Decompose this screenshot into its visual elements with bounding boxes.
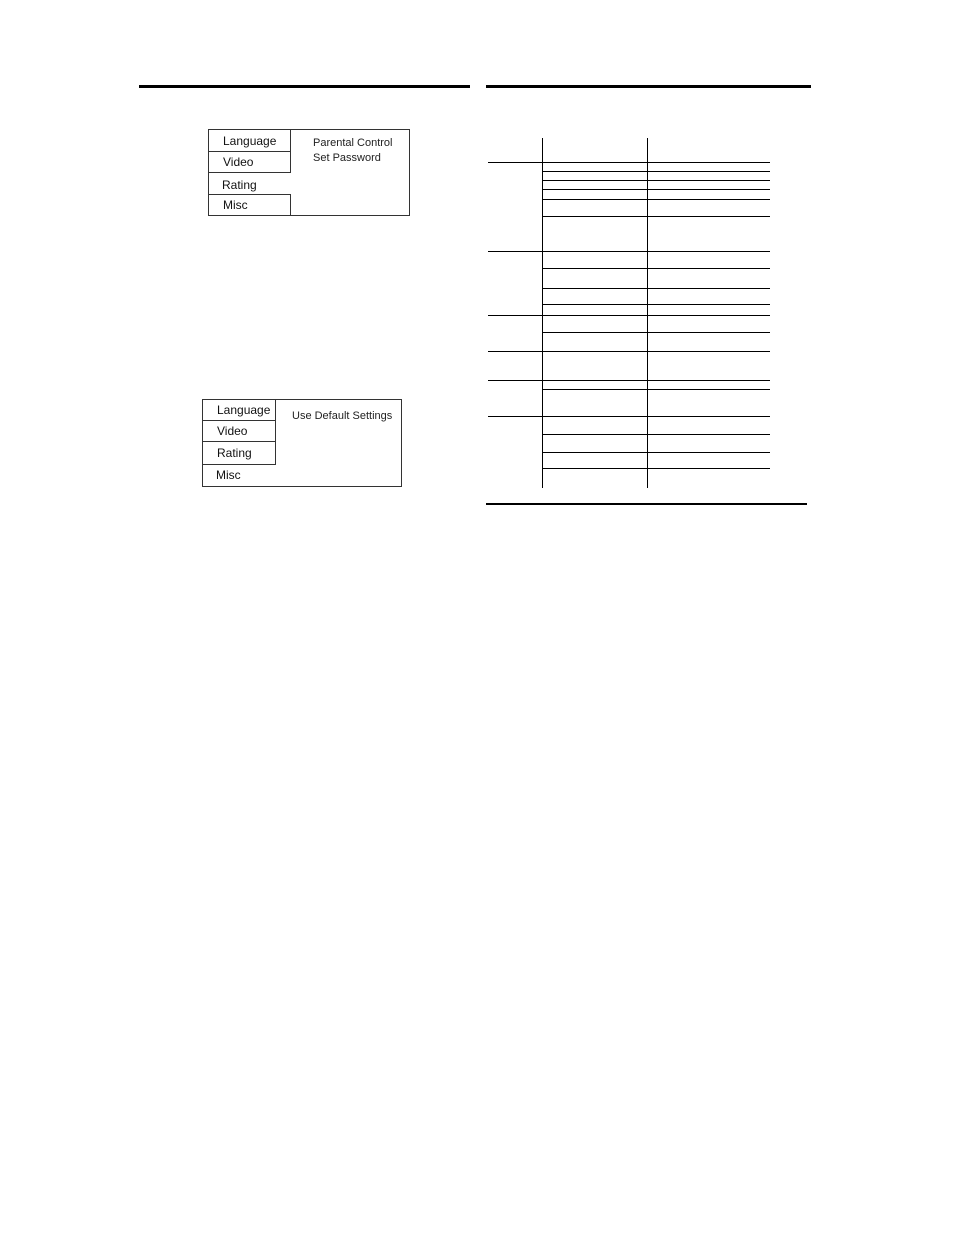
table-row-rule (542, 180, 770, 181)
tab-label: Video (223, 155, 254, 169)
table-row-rule (542, 434, 770, 435)
tab-label: Misc (216, 468, 241, 482)
tab-video[interactable] (208, 151, 291, 173)
tab-misc[interactable] (202, 464, 276, 486)
right-header-rule (486, 85, 811, 88)
right-footer-rule (486, 503, 807, 505)
table-row-rule (542, 288, 770, 289)
setup-menu-misc (202, 399, 402, 487)
left-header-rule (139, 85, 470, 88)
table-row-rule (542, 452, 770, 453)
table-row-rule (542, 216, 770, 217)
option-list (292, 409, 392, 424)
tab-label: Rating (222, 177, 257, 192)
table-row-rule (542, 199, 770, 200)
table-section-rule (488, 351, 770, 352)
table-row-rule (542, 268, 770, 269)
tab-label: Misc (223, 198, 248, 212)
tab-label: Rating (217, 446, 252, 460)
table-section-rule (488, 162, 770, 163)
table-row-rule (542, 389, 770, 390)
tab-label: Language (223, 133, 277, 148)
tab-video[interactable] (202, 420, 276, 442)
table-row-rule (542, 171, 770, 172)
option-list (313, 136, 393, 166)
option-use-default-settings[interactable]: Use Default Settings (292, 410, 393, 422)
table-section-rule (488, 416, 770, 417)
table-section-rule (488, 251, 770, 252)
tab-label: Language (217, 403, 271, 417)
tab-rating[interactable] (202, 441, 276, 465)
table-row-rule (542, 189, 770, 190)
table-section-rule (488, 315, 770, 316)
setup-menu-parental (208, 129, 410, 216)
tab-misc[interactable] (208, 194, 291, 216)
table-column-divider (647, 138, 648, 488)
tab-language[interactable] (208, 129, 291, 152)
table-row-rule (542, 468, 770, 469)
table-column-divider (542, 138, 543, 488)
table-row-rule (542, 304, 770, 305)
tab-language[interactable] (202, 399, 276, 421)
tab-label: Video (217, 424, 248, 438)
option-parental-control[interactable]: Parental Control (313, 137, 393, 149)
table-row-rule (542, 332, 770, 333)
table-section-rule (488, 380, 770, 381)
option-set-password[interactable]: Set Password (313, 152, 381, 164)
tab-rating[interactable] (208, 173, 291, 196)
